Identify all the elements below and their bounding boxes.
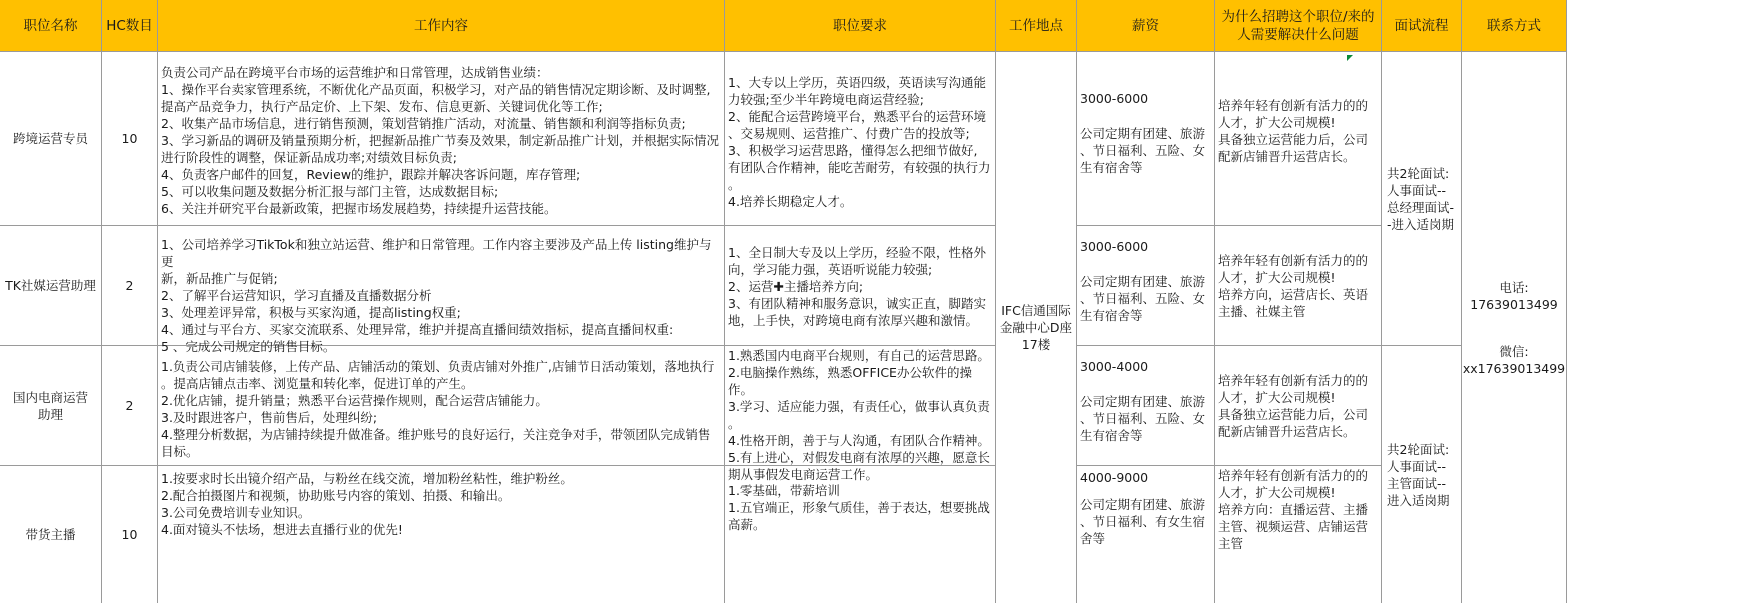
why-line: 人才，扩大公司规模! (1218, 115, 1336, 130)
requirement-line: 1、大专以上学历，英语四级，英语读写沟通能 (728, 75, 986, 90)
header-salary[interactable]: 薪资 (1077, 0, 1215, 52)
why-line: 培养年轻有创新有活力的的 (1218, 468, 1369, 483)
duty-line: 1.负责公司店铺装修，上传产品、店铺活动的策划、负责店铺对外推广,店铺节日活动策划，落地执行 (161, 359, 715, 374)
why-line: 培养方向，运营店长、英语 (1218, 287, 1369, 302)
cell-requirements[interactable] (725, 466, 996, 603)
benefit-line: 公司定期有团建、旅游 (1080, 274, 1206, 289)
duty-line: 6、关注并研究平台最新政策，把握市场发展趋势，持续提升运营技能。 (161, 201, 557, 216)
location-line: 金融中心D座 (999, 320, 1073, 335)
requirement-line: 3、有团队精神和服务意识，诚实正直，脚踏实 (728, 296, 986, 311)
why-line: 培养年轻有创新有活力的的 (1218, 98, 1369, 113)
benefit-line: 生有宿舍等 (1080, 160, 1143, 175)
phone-number: 17639013499 (1470, 296, 1558, 312)
location-line: 17楼 (1021, 337, 1051, 352)
cell-position[interactable]: TK社媒运营助理 (0, 226, 102, 346)
duty-line: 4.整理分析数据，为店铺持续提升做准备。维护账号的良好运行，关注竞争对手，带领团队完成销售 (161, 427, 711, 442)
duty-line: 进行阶段性的调整，保证新品成功率;对绩效目标负责; (161, 150, 457, 165)
duty-line: 1.按要求时长出镜介绍产品，与粉丝在线交流，增加粉丝粘性，维护粉丝。 (161, 471, 573, 486)
duty-line: 2.配合拍摄图片和视频，协助账号内容的策划、拍摄、和输出。 (161, 488, 511, 503)
cell-why[interactable] (1215, 346, 1382, 466)
requirement-line: 1、全日制大专及以上学历，经验不限，性格外 (728, 245, 986, 260)
requirement-line: 1.五官端正，形象气质佳，善于表达，想要挑战 (728, 500, 990, 515)
why-line: 具备独立运营能力后，公司 (1218, 132, 1369, 147)
benefit-line: 、节日福利、五险、女 (1080, 411, 1206, 426)
cell-hc[interactable]: 2 (102, 226, 158, 346)
cell-location[interactable] (996, 52, 1077, 603)
duty-line: 3、处理差评异常，积极与买家沟通，提高listing权重; (161, 305, 461, 320)
requirement-line: 3、积极学习运营思路，懂得怎么把细节做好, (728, 143, 978, 158)
cell-requirements[interactable] (725, 52, 996, 226)
benefit-line: 公司定期有团建、旅游 (1080, 126, 1206, 141)
benefit-line: 公司定期有团建、旅游 (1080, 394, 1206, 409)
cell-duties[interactable] (158, 226, 725, 354)
cell-position[interactable]: 国内电商运营助理 (0, 346, 102, 466)
cell-hc[interactable]: 10 (102, 52, 158, 226)
cell-position[interactable]: 带货主播 (0, 466, 102, 603)
why-line: 主管 (1218, 536, 1244, 551)
cell-why[interactable] (1215, 52, 1382, 226)
cell-duties[interactable] (158, 346, 725, 466)
why-line: 人才，扩大公司规模! (1218, 270, 1336, 285)
cell-hc[interactable]: 2 (102, 346, 158, 466)
interview-line: 共2轮面试: (1387, 441, 1450, 457)
requirement-line: 向，学习能力强，英语听说能力较强; (728, 262, 933, 277)
duty-line: 4、通过与平台方、买家交流联系、处理异常，维护并提高直播间绩效指标，提高直播间权重: (161, 322, 674, 337)
why-line: 配新店铺晋升运营店长。 (1218, 424, 1356, 439)
why-line: 培养年轻有创新有活力的的 (1218, 253, 1369, 268)
cell-interview[interactable] (1382, 346, 1462, 603)
cell-salary[interactable] (1077, 52, 1215, 226)
why-line: 主管、视频运营、店铺运营 (1218, 519, 1369, 534)
cell-position[interactable]: 跨境运营专员 (0, 52, 102, 226)
interview-line: -进入适岗期 (1387, 216, 1455, 232)
requirement-line: 地，上手快，对跨境电商有浓厚兴趣和激情。 (728, 313, 979, 328)
duty-line: 负责公司产品在跨境平台市场的运营维护和日常管理，达成销售业绩： (161, 65, 549, 80)
duty-line: 2.优化店铺，提升销量；熟悉平台运营操作规则，配合运营店铺能力。 (161, 393, 548, 408)
interview-line: 共2轮面试: (1387, 165, 1450, 181)
salary-range: 3000-4000 (1080, 359, 1149, 374)
location-line: IFC信通国际 (1001, 303, 1071, 318)
why-line: 具备独立运营能力后，公司 (1218, 407, 1369, 422)
duty-line: 。提高店铺点击率、浏览量和转化率，促进订单的产生。 (161, 376, 474, 391)
header-duties[interactable]: 工作内容 (158, 0, 725, 52)
requirement-line: 力较强;至少半年跨境电商运营经验; (728, 92, 924, 107)
wechat-id: xx17639013499 (1462, 360, 1566, 376)
header-location[interactable]: 工作地点 (996, 0, 1077, 52)
duty-line: 5、可以收集问题及数据分析汇报与部门主管，达成数据目标; (161, 184, 499, 199)
salary-range: 3000-6000 (1080, 91, 1149, 106)
requirement-line: 1.熟悉国内电商平台规则，有自己的运营思路。 (728, 348, 990, 363)
why-line: 主播、社媒主管 (1218, 304, 1306, 319)
requirement-line: 4.性格开朗，善于与人沟通，有团队合作精神。 (728, 433, 990, 448)
cell-why[interactable] (1215, 226, 1382, 346)
cell-duties[interactable] (158, 466, 725, 603)
requirement-line: 2、能配合运营跨境平台，熟悉平台的运营环境 (728, 109, 986, 124)
requirement-line: 2.电脑操作熟练，熟悉OFFICE办公软件的操作。 (728, 365, 972, 397)
header-interview[interactable]: 面试流程 (1382, 0, 1462, 52)
why-line: 人才，扩大公司规模! (1218, 485, 1336, 500)
interview-line: 主管面试-- (1387, 475, 1447, 491)
header-position[interactable]: 职位名称 (0, 0, 102, 52)
interview-line: 进入适岗期 (1387, 492, 1450, 508)
benefit-line: 生有宿舍等 (1080, 308, 1143, 323)
duty-line: 2、收集产品市场信息，进行销售预测，策划营销推广活动，对流量、销售额和利润等指标负责; (161, 116, 686, 131)
requirement-line: 5.有上进心，对假发电商有浓厚的兴趣，愿意长 (728, 450, 990, 465)
requirement-line: 期从事假发电商运营工作。 (728, 467, 879, 482)
why-line: 培养年轻有创新有活力的的 (1218, 373, 1369, 388)
header-why[interactable]: 为什么招聘这个职位/来的人需要解决什么问题 (1215, 0, 1382, 52)
interview-line: 人事面试-- (1387, 182, 1447, 198)
benefit-line: 、节日福利、五险、女 (1080, 291, 1206, 306)
empty-cell[interactable] (1567, 0, 1739, 603)
why-line: 人才，扩大公司规模! (1218, 390, 1336, 405)
header-contact[interactable]: 联系方式 (1462, 0, 1567, 52)
duty-line: 3.及时跟进客户，售前售后，处理纠纷; (161, 410, 378, 425)
requirement-line: 、交易规则、运营推广、付费广告的投放等; (728, 126, 970, 141)
cell-salary[interactable] (1077, 226, 1215, 346)
comment-marker-icon (1347, 55, 1353, 61)
requirement-line: 高薪。 (728, 517, 766, 532)
cell-duties[interactable] (158, 52, 725, 226)
header-requirements[interactable]: 职位要求 (725, 0, 996, 52)
requirement-line: 4.培养长期稳定人才。 (728, 194, 853, 209)
requirement-line: 2、运营✚主播培养方向; (728, 279, 864, 294)
cell-interview[interactable] (1382, 52, 1462, 346)
duty-line: 3、学习新品的调研及销量预期分析，把握新品推广节奏及效果，制定新品推广计划，并根据实际情况 (161, 133, 719, 148)
cell-requirements[interactable] (725, 226, 996, 346)
requirement-line: 有团队合作精神，能吃苦耐劳，有较强的执行力 (728, 160, 991, 175)
duty-line: 1、操作平台卖家管理系统，不断优化产品页面，积极学习，对产品的销售情况定期诊断、及时调整, (161, 82, 711, 97)
duty-line: 2、了解平台运营知识，学习直播及直播数据分析 (161, 288, 432, 303)
cell-salary[interactable] (1077, 466, 1215, 603)
requirement-line: 。 (728, 416, 741, 431)
why-line: 培养方向：直播运营、主播 (1218, 502, 1369, 517)
duty-line: 4、负责客户邮件的回复，Review的维护，跟踪并解决客诉问题，库存管理; (161, 167, 581, 182)
salary-range: 4000-9000 (1080, 470, 1149, 485)
duty-line: 新，新品推广与促销; (161, 271, 278, 286)
why-line: 配新店铺晋升运营店长。 (1218, 149, 1356, 164)
salary-range: 3000-6000 (1080, 239, 1149, 254)
interview-line: 总经理面试- (1387, 199, 1455, 215)
header-hc[interactable]: HC数目 (102, 0, 158, 52)
phone-label: 电话: (1499, 279, 1529, 295)
requirement-line: 1.零基础，带薪培训 (728, 483, 840, 498)
cell-salary[interactable] (1077, 346, 1215, 466)
cell-requirements[interactable] (725, 346, 996, 482)
cell-hc[interactable]: 10 (102, 466, 158, 603)
duty-line: 5 、完成公司规定的销售目标。 (161, 339, 336, 354)
duty-line: 3.公司免费培训专业知识。 (161, 505, 311, 520)
duty-line: 目标。 (161, 444, 199, 459)
cell-contact[interactable] (1462, 52, 1567, 603)
wechat-label: 微信: (1499, 343, 1529, 359)
requirement-line: 。 (728, 177, 741, 192)
duty-line: 提高产品竞争力，执行产品定价、上下架、发布、信息更新、关键词优化等工作; (161, 99, 603, 114)
requirement-line: 3.学习、适应能力强，有责任心，做事认真负责 (728, 399, 990, 414)
benefit-line: 、节日福利、有女生宿 (1080, 514, 1206, 529)
duty-line: 1、公司培养学习TikTok和独立站运营、维护和日常管理。工作内容主要涉及产品上传 listing维护与更 (161, 237, 712, 269)
duty-line: 4.面对镜头不怯场，想进去直播行业的优先! (161, 522, 403, 537)
benefit-line: 公司定期有团建、旅游 (1080, 497, 1206, 512)
interview-line: 人事面试-- (1387, 458, 1447, 474)
benefit-line: 舍等 (1080, 531, 1106, 546)
benefit-line: 生有宿舍等 (1080, 428, 1143, 443)
benefit-line: 、节日福利、五险、女 (1080, 143, 1206, 158)
cell-why[interactable] (1215, 466, 1382, 603)
